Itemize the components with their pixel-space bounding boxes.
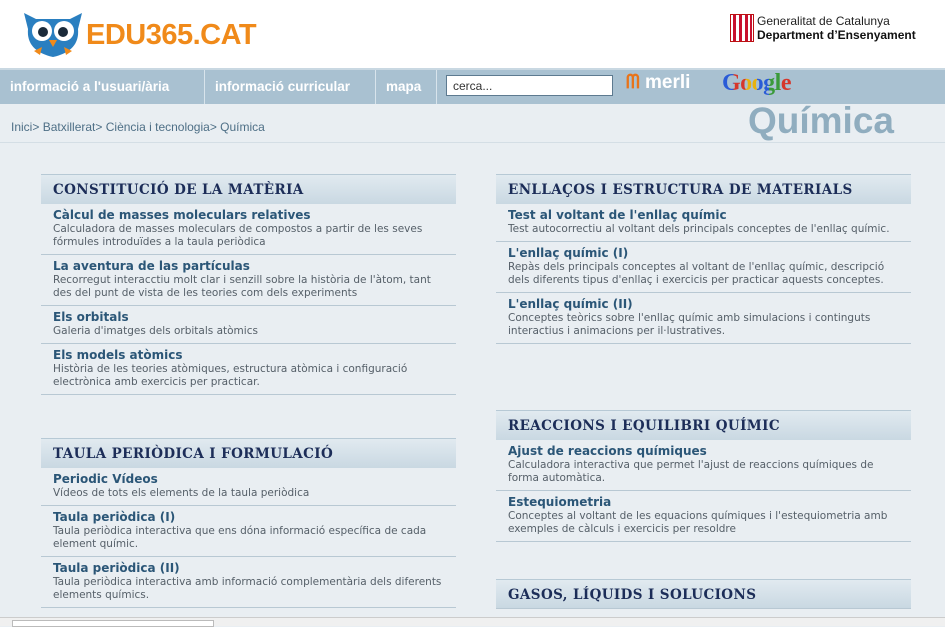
breadcrumb-separator: >: [32, 120, 40, 134]
page-title: Química: [748, 100, 894, 141]
site-header: [0, 0, 945, 68]
section-enllacos: [496, 174, 911, 344]
item-title[interactable]: La aventura de las partículas: [53, 259, 250, 273]
list-item[interactable]: [41, 204, 456, 255]
breadcrumb-separator: >: [95, 120, 103, 134]
item-desc: Recorregut interacctiu molt clar i senzill sobre la història de l'àtom, tant des del punt de vista de les teories com dels experiments: [53, 274, 431, 299]
breadcrumb-home[interactable]: Inici: [11, 120, 33, 134]
section-taula-periodica: [41, 438, 456, 608]
section-title: GASOS, LÍQUIDS I SOLUCIONS: [496, 579, 911, 609]
list-item[interactable]: [496, 242, 911, 293]
item-desc: Calculadora de masses moleculars de compostos a partir de les seves fórmules introduïdes a la taula periòdica: [53, 223, 423, 248]
nav-curricular-info[interactable]: informació curricular: [205, 70, 376, 104]
item-title[interactable]: Periodic Vídeos: [53, 472, 158, 486]
breadcrumb-quimica: Química: [220, 120, 265, 134]
list-item[interactable]: [496, 440, 911, 491]
item-desc: Taula periòdica interactiva amb informació complementària dels diferents elements químics.: [53, 576, 442, 601]
item-desc: Repàs dels principals conceptes al voltant de l'enllaç químic, descripció dels diferents tipus d'enllaç i exercicis per practicar aquests conceptes.: [508, 261, 885, 286]
breadcrumb-batxillerat[interactable]: Batxillerat: [42, 120, 96, 134]
section-title: TAULA PERIÒDICA I FORMULACIÓ: [41, 438, 456, 468]
senyera-icon: [730, 14, 754, 42]
item-desc: Conceptes teòrics sobre l'enllaç químic amb simulacions i continguts interactius i animacions per il·lustratives.: [508, 312, 871, 337]
item-desc: Taula periòdica interactiva que ens dóna informació específica de cada element químic.: [53, 525, 427, 550]
divider: [0, 142, 945, 143]
logo-text: EDU365.CAT: [86, 19, 257, 51]
list-item[interactable]: [41, 468, 456, 506]
item-title[interactable]: Els models atòmics: [53, 348, 183, 362]
breadcrumb-ciencia[interactable]: Ciència i tecnologia: [105, 120, 210, 134]
item-desc: Calculadora interactiva que permet l'ajust de reaccions químiques de forma automàtica.: [508, 459, 874, 484]
search-input[interactable]: [446, 75, 613, 96]
list-item[interactable]: [41, 255, 456, 306]
breadcrumb: [11, 120, 265, 134]
item-desc: Galeria d'imatges dels orbitals atòmics: [53, 325, 258, 337]
merli-icon: ᗰ: [626, 72, 640, 93]
item-title[interactable]: L'enllaç químic (I): [508, 246, 629, 260]
list-item[interactable]: [496, 491, 911, 542]
list-item[interactable]: [496, 293, 911, 344]
section-title: CONSTITUCIÓ DE LA MATÈRIA: [41, 174, 456, 204]
nav-user-info[interactable]: informació a l'usuari/ària: [0, 70, 205, 104]
merli-label: merli: [645, 72, 691, 93]
item-title[interactable]: Ajust de reaccions químiques: [508, 444, 707, 458]
section-gasos: [496, 579, 911, 609]
item-title[interactable]: Estequiometria: [508, 495, 612, 509]
section-constitucio: [41, 174, 456, 395]
item-title[interactable]: Taula periòdica (I): [53, 510, 176, 524]
owl-mascot-icon: [22, 7, 84, 59]
section-title: ENLLAÇOS I ESTRUCTURA DE MATERIALS: [496, 174, 911, 204]
generalitat-name: Generalitat de Catalunya: [757, 14, 890, 28]
google-link[interactable]: [722, 70, 791, 97]
breadcrumb-separator: >: [209, 120, 217, 134]
item-desc: Test autocorrectiu al voltant dels principals conceptes de l'enllaç químic.: [508, 223, 890, 235]
merli-link[interactable]: [626, 72, 690, 94]
item-title[interactable]: Càlcul de masses moleculars relatives: [53, 208, 311, 222]
list-item[interactable]: [496, 204, 911, 242]
item-title[interactable]: Els orbitals: [53, 310, 129, 324]
department-name: Department d’Ensenyament: [757, 28, 916, 42]
section-title: REACCIONS I EQUILIBRI QUÍMIC: [496, 410, 911, 440]
edu365-logo[interactable]: [22, 7, 257, 59]
item-title[interactable]: Taula periòdica (II): [53, 561, 180, 575]
item-title[interactable]: L'enllaç químic (II): [508, 297, 633, 311]
item-desc: Història de les teories atòmiques, estructura atòmica i configuració electrònica amb exercicis per practicar.: [53, 363, 408, 388]
list-item[interactable]: [41, 344, 456, 395]
nav-map[interactable]: mapa: [376, 70, 437, 104]
scrollbar-thumb[interactable]: [12, 620, 214, 627]
item-desc: Vídeos de tots els elements de la taula periòdica: [53, 487, 310, 499]
google-label: Google: [722, 70, 791, 96]
item-title[interactable]: Test al voltant de l'enllaç químic: [508, 208, 727, 222]
list-item[interactable]: [41, 557, 456, 608]
list-item[interactable]: [41, 506, 456, 557]
item-desc: Conceptes al voltant de les equacions químiques i l'estequiometria amb exemples de càlculs i exercicis per resoldre: [508, 510, 888, 535]
section-reaccions: [496, 410, 911, 542]
list-item[interactable]: [41, 306, 456, 344]
